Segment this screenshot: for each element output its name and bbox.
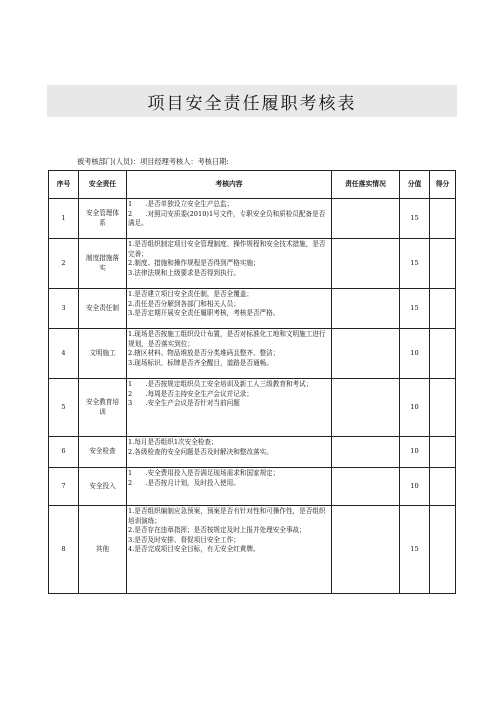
content-line: 1 .安全费用投入是否满足现场需求和国家规定；: [128, 469, 280, 477]
result-cell[interactable]: [430, 199, 456, 239]
content-line: 2.制度、措施和操作规程是否得到严格实施；: [128, 259, 260, 268]
content-line: 1.每月是否组织1次安全检查；: [128, 438, 218, 446]
title-banner: [47, 85, 457, 117]
content-line: 3.是否定期开展安全责任履职考核，考核是否严格。: [128, 309, 280, 318]
content-line: 1 .是否按规定组织员工安全培训及新工人三级教育和考试；: [128, 380, 313, 388]
content-line: 3 .安全生产会议是否针对当前问题: [128, 399, 240, 408]
table-row: [49, 199, 456, 239]
responsibility-item: 安全检查: [79, 437, 127, 468]
table-row: [49, 379, 456, 437]
implementation-cell[interactable]: [332, 506, 400, 594]
content-line: 2.各级检查的安全问题是否及时解决和整改落实。: [128, 447, 273, 456]
responsibility-item: 其他: [79, 506, 127, 594]
table-row: [49, 239, 456, 289]
content-line: 2.辖区材料、物品堆放是否分类堆码且整齐、整洁；: [128, 349, 280, 358]
content-line: 1.是否组织编制应急预案，预案是否有针对性和可操作性，是否组织培训演练；: [128, 507, 326, 525]
result-cell[interactable]: [430, 239, 456, 289]
score-value: 10: [400, 468, 430, 506]
result-cell[interactable]: [430, 329, 456, 379]
content-line: 1.是否组织制定项目安全管理制度、操作规程和安全技术措施，是否完善；: [128, 240, 326, 258]
content-line: 3.是否及时安排、督促项目安全工作；: [128, 535, 240, 544]
header-responsibility: 安全责任: [79, 171, 127, 199]
result-cell[interactable]: [430, 379, 456, 437]
implementation-cell[interactable]: [332, 199, 400, 239]
content-line: 3.现场标识、标牌是否齐全醒目，道路是否通畅。: [128, 358, 273, 367]
content-line: 2 .每周是否主持安全生产会议并记录；: [128, 389, 253, 398]
assessment-content: [127, 329, 332, 379]
score-value: 15: [400, 239, 430, 289]
table-row: [49, 468, 456, 506]
content-line: 2 .是否按月计划，及时投入使用。: [128, 478, 240, 487]
row-number: 8: [49, 506, 79, 594]
document-title: 项目安全责任履职考核表: [147, 93, 357, 114]
content-line: 1 .是否单独设立安全生产总监；: [128, 200, 234, 208]
header-score: 分值: [400, 171, 430, 199]
assessment-content: [127, 379, 332, 437]
score-value: 15: [400, 289, 430, 329]
table-row: [49, 289, 456, 329]
row-number: 7: [49, 468, 79, 506]
score-value: 10: [400, 329, 430, 379]
assessment-content: [127, 289, 332, 329]
score-value: 15: [400, 199, 430, 239]
responsibility-item: 文明施工: [79, 329, 127, 379]
assessment-content: [127, 468, 332, 506]
row-number: 4: [49, 329, 79, 379]
score-value: 15: [400, 506, 430, 594]
responsibility-item: 制度措施落实: [79, 239, 127, 289]
assessment-info-line: 被考核部门(人员)：项目经理考核人：考核日期:: [77, 157, 229, 166]
result-cell[interactable]: [430, 289, 456, 329]
row-number: 5: [49, 379, 79, 437]
assessment-content: [127, 239, 332, 289]
row-number: 2: [49, 239, 79, 289]
result-cell[interactable]: [430, 506, 456, 594]
row-number: 1: [49, 199, 79, 239]
score-value: 10: [400, 379, 430, 437]
table-row: [49, 329, 456, 379]
assessment-content: [127, 199, 332, 239]
content-line: 2 .对照司安质委(2010)1号文件，专职安全员和质检员配备是否满足。: [128, 209, 326, 228]
assessment-content: [127, 506, 332, 594]
table-row: [49, 506, 456, 594]
row-number: 6: [49, 437, 79, 468]
responsibility-item: 安全责任制: [79, 289, 127, 329]
assessment-table: [48, 170, 456, 594]
content-line: 1.是否建立项目安全责任制，是否全覆盖；: [128, 290, 253, 298]
implementation-cell[interactable]: [332, 437, 400, 468]
content-line: 4.是否完成项目安全目标，有无安全红黄牌。: [128, 545, 260, 554]
implementation-cell[interactable]: [332, 379, 400, 437]
table-row: [49, 437, 456, 468]
implementation-cell[interactable]: [332, 329, 400, 379]
content-line: 2.是否存在违章指挥；是否按规定及时上报并处理安全事故；: [128, 526, 306, 535]
header-result: 得分: [430, 171, 456, 199]
implementation-cell[interactable]: [332, 289, 400, 329]
result-cell[interactable]: [430, 437, 456, 468]
header-content: 考核内容: [127, 171, 332, 199]
header-no: 序号: [49, 171, 79, 199]
responsibility-item: 安全管理体系: [79, 199, 127, 239]
score-value: 10: [400, 437, 430, 468]
content-line: 3.法律法规和上级要求是否得到执行。: [128, 268, 240, 277]
responsibility-item: 安全教育培训: [79, 379, 127, 437]
assessment-content: [127, 437, 332, 468]
content-line: 2.责任是否分解到各部门和相关人员；: [128, 299, 240, 308]
content-line: 1.现场是否按施工组织设计布置，是否对标准化工地和文明施工进行规划，是否落实到位；: [128, 330, 326, 348]
implementation-cell[interactable]: [332, 239, 400, 289]
table-header-row: [49, 171, 456, 199]
header-implementation: 责任落实情况: [332, 171, 400, 199]
implementation-cell[interactable]: [332, 468, 400, 506]
responsibility-item: 安全投入: [79, 468, 127, 506]
row-number: 3: [49, 289, 79, 329]
result-cell[interactable]: [430, 468, 456, 506]
